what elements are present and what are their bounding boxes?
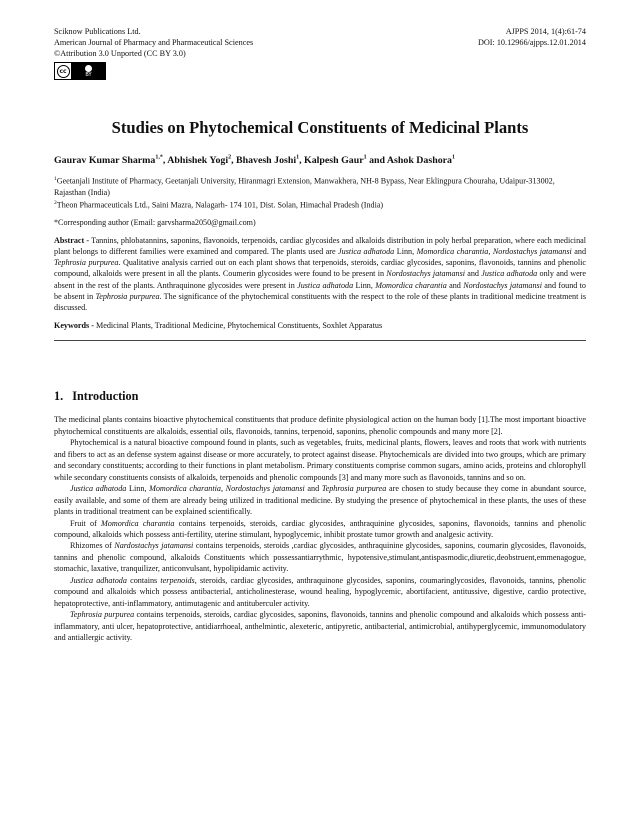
journal-header xyxy=(54,26,586,80)
paragraph: Justica adhatoda Linn, Momordica charantia, Nordostachys jatamansi and Tephrosia purpurea are chosen to study because they come in abundant source, easily available, and some of them are already being utilized in traditional medicine. By studying the presence of phytochemical in these plants, the uses of these plants in traditional treatment can be explained scientifically. xyxy=(54,484,586,517)
paragraph: Rhizomes of Nardostachys jatamansi contains terpenoids, steroids ,cardiac glycosides, anthraquinine glycosides, saponins, coumarin glycosides, flavonoids, tannins and phenolic compound, alkaloids Constituents which possessantiarrythmic, hypotensive,stimulant,antispasmodic,diuretic,deobstruent,emmenagogue, stomachic, laxative, tranquilizer, anticonvulsant, hypolipidamic activity. xyxy=(54,541,586,574)
license-text: ©Attribution 3.0 Unported (CC BY 3.0) xyxy=(54,49,186,58)
author: Kalpesh Gaur$^1$ and xyxy=(304,155,387,167)
abstract-label: Abstract - xyxy=(54,235,92,245)
doi-link[interactable]: DOI: 10.12966/ajpps.12.01.2014 xyxy=(477,38,586,47)
by-person-icon: BY xyxy=(72,63,105,79)
affiliation: $^2$Theon Pharmaceuticals Ltd., Saini Mazra, Nalagarh- 174 101, Dist. Solan, Himachal Pradesh (India) xyxy=(54,199,384,210)
paragraph: Fruit of Momordica charantia contains terpenoids, steroids, cardiac glycosides, anthraquinine glycosides, saponins, flavonoids, tannins and phenolic compound, alkaloids which possess anti-fertility, uterine stimulant, hypoglycemic, inhibit prostate tumor growth and analgesic activity. xyxy=(54,518,586,539)
author: Abhishek Yogi$^2$, xyxy=(167,155,236,167)
paragraph: The medicinal plants contains bioactive phytochemical constituents that produce definite physiological action on the human body [1].The most important bioactive phytochemical constituents are alkaloids, essential oils, flavonoids, tannins, terpenoid, saponins, phenolic compounds and many more [2]. xyxy=(54,415,586,436)
journal-name: American Journal of Pharmacy and Pharmaceutical Sciences xyxy=(54,38,254,47)
abstract: Abstract - Tannins, phlobatannins, saponins, flavonoids, terpenoids, cardiac glycosides and alkaloids distribution in poly herbal preparation, where each medicinal plant belongs to different families were examined and compared. The plants used are Justica adhatoda Linn, Momordica charantia, Nordostachys jatamansi and Tephrosia purpurea. Qualitative analysis carried out on each plant shows that terpenoids, steroids, cardiac glycosides, saponins, flavonoids, tannins and phenolic compound, alkaloids were present in all the plants. Coumerin glycosides were found to be present in Nordostachys jatamansi and Justica adhatoda only and were absent in the rest of the plants. Anthraquinone glycosides were present in Justica adhatoda Linn, Momordica charantia and Nordostachys jatamansi and found to be absent in Tephrosia purpurea. The significance of the phytochemical constituents with the respect to the role of these plants in traditional medicine treatment is discussed. xyxy=(54,235,587,313)
citation: AJPPS 2014, 1(4):61-74 xyxy=(505,27,586,36)
paper-page xyxy=(54,26,586,643)
author: Ashok Dashora$^1$ xyxy=(386,155,455,167)
affiliations xyxy=(54,174,586,210)
paragraph: Phytochemical is a natural bioactive compound found in plants, such as vegetables, fruits, medicinal plants, flowers, leaves and roots that work with nutrients and fibers to act as an defense system against disease or more accurately, to protect against disease. Phytochemicals are divided into two groups, which are primary and secondary constituents; according to their functions in plant metabolism. Primary constituents comprise common sugars, amino acids, proteins and chlorophyll while secondary constituents consists of alkaloids, terpenoids and phenolic compounds [3] and many more such as flavonoids, tannins and so on. xyxy=(54,438,586,482)
corresponding-author: *Corresponding author (Email: garvsharma2050@gmail.com) xyxy=(54,217,256,227)
divider xyxy=(54,340,586,341)
introduction-body xyxy=(54,414,586,643)
keywords-label: Keywords - xyxy=(54,321,96,331)
cc-logo-icon: cc xyxy=(55,63,72,79)
keywords: Keywords - Medicinal Plants, Traditional Medicine, Phytochemical Constituents, Soxhlet Apparatus xyxy=(54,321,383,331)
header-right xyxy=(478,26,586,80)
paragraph: Justica adhatoda contains terpenoids, steroids, cardiac glycosides, anthraquinone glycosides, saponins, coumaringlycosides, flavonoids, tannins, phenolic compound and alkaloids which possess antibacterial, anticholinesterase, wound healing, hypoglycemic, abortifacient, antitussive, digestive, cardio protective, hepatoprotective, anti-inflammatory, antimutagenic and antituberculer activity. xyxy=(54,575,587,608)
header-left xyxy=(54,26,253,80)
publisher-name: Sciknow Publications Ltd. xyxy=(54,27,141,36)
author: Gaurav Kumar Sharma$^{1,*}$, xyxy=(54,155,168,167)
person-icon xyxy=(85,65,92,72)
author: Bhavesh Joshi$^1$, xyxy=(236,155,305,167)
cc-by-badge-icon[interactable] xyxy=(54,62,106,80)
paper-title: Studies on Phytochemical Constituents of Medicinal Plants xyxy=(111,118,529,137)
paragraph: Tephrosia purpurea contains terpenoids, steroids, cardiac glycosides, saponins, flavonoids, tannins and phenolic compound and alkaloids which possess anti-inflammatory, anti ulcer, hepatoprotective, antidiarrhoeal, anthelmintic, alexeteric, antipyretic, antibacterial, antimicrobial, antihyperglycemic, immunomodulatory and antiallergic activity. xyxy=(54,610,586,643)
section-heading: 1. Introduction xyxy=(54,389,139,404)
affiliation: $^1$Geetanjali Institute of Pharmacy, Geetanjali University, Hiranmagri Extension, Manwakhera, NH-8 Bypass, Near Eklingpura Chouraha, Udaipur-313002, Rajasthan (India) xyxy=(54,176,555,197)
author-list xyxy=(54,152,586,167)
